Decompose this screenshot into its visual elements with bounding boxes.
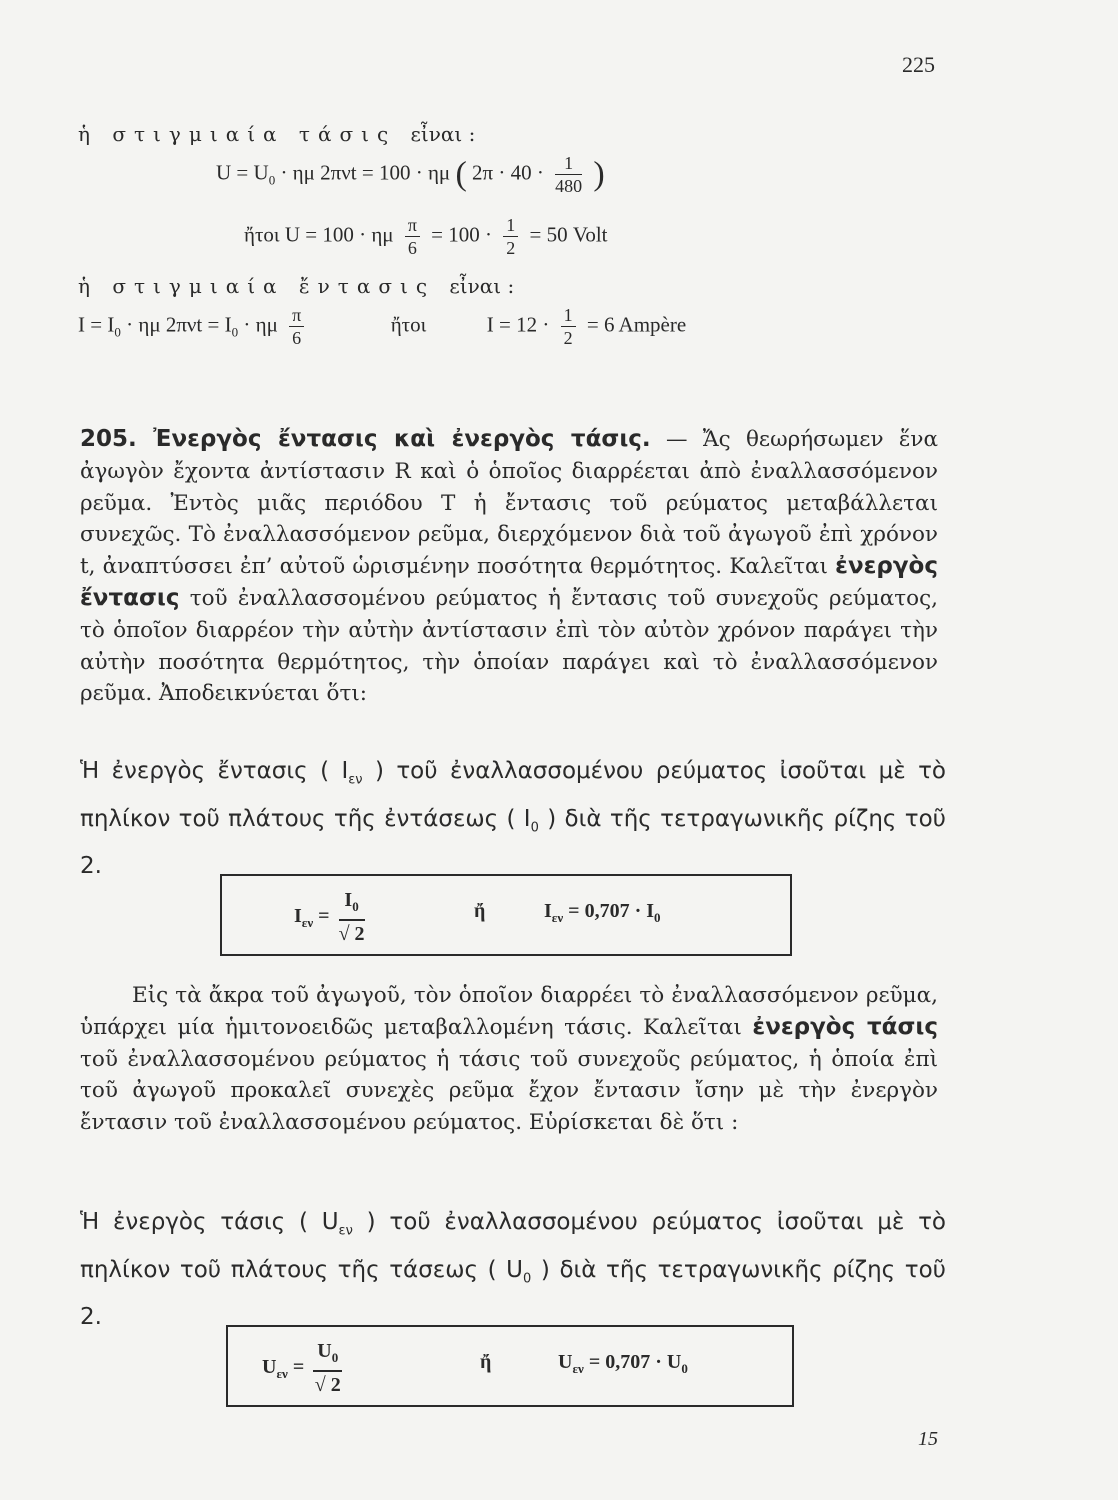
voltage-label: ἡ στιγμιαία τάσις εἶναι : (78, 122, 476, 146)
current-label: ἡ στιγμιαία ἔντασις εἶναι : (78, 274, 515, 298)
formula-box-current: $I_{\varepsilon\nu}$ = $\frac{I_0}{√ 2}$ ἤ $I_{\varepsilon\nu} = 0,707 \cdot I_0$ (220, 874, 792, 956)
term-effective-voltage: ἐνεργὸς τάσις (752, 1013, 938, 1040)
sheet-number: 15 (918, 1428, 938, 1450)
paragraph-effective-voltage: Εἰς τὰ ἄκρα τοῦ ἀγωγοῦ, τὸν ὁποῖον διαρρέει τὸ ἐναλλασσόμενον ρεῦμα, ὑπάρχει μία ἡμιτονοειδῶς μεταβαλλομένη τάσις. Καλεῖται ἐνεργὸς τάσις τοῦ ἐναλλασσομένου ρεύματος ἡ τάσις τοῦ συνεχοῦς ρεύματος, ἡ ὁποία ἐπὶ τοῦ ἀγωγοῦ προκαλεῖ συνεχὲς ρεῦμα ἔχον ἔντασιν ἴσην μὲ τὴν ἐνεργὸν ἔντασιν τοῦ ἐναλλασσομένου ρεύματος. Εὑρίσκεται δὲ ὅτι : (80, 983, 938, 1136)
equation-voltage: $U = U_0 \cdot \eta\mu$ 2πνt = 100 · ημ ( 2π · 40 · $\frac{1}{480}$ ) (216, 153, 605, 196)
equation-current: $I = I_0 \cdot \eta\mu$ $2\pi\nu t = I_0 \cdot \eta\mu$ $\frac{\pi}{6}$ ἤτοι I = 12 · $\frac{1}{2}$ = 6 Ampère (78, 305, 687, 348)
formula-box-voltage: $U_{\varepsilon\nu}$ = $\frac{U_0}{√ 2}$ ἤ $U_{\varepsilon\nu} = 0,707 \cdot U_0$ (226, 1325, 794, 1407)
term-effective-current: ἐνεργὸς ἔντασις (80, 553, 938, 611)
rule-effective-voltage: Ἡ ἐνεργὸς τάσις ( $U_{\varepsilon\nu}$ ) τοῦ ἐναλλασσομένου ρεύματος ἰσοῦται μὲ τὸ πηλίκον τοῦ πλάτους τῆς τάσεως ( $U_0$ ) διὰ τῆς τετραγωνικῆς ρίζης τοῦ 2. (80, 1209, 946, 1331)
equation-voltage-result: ἤτοι U = 100 · ημ $\frac{\pi}{6}$ = 100 · $\frac{1}{2}$ = 50 Volt (244, 215, 608, 258)
page-number: 225 (902, 52, 935, 77)
section-heading: 205. Ἐνεργὸς ἔντασις καὶ ἐνεργὸς τάσις. (80, 426, 651, 452)
section-205-intro: 205. Ἐνεργὸς ἔντασις καὶ ἐνεργὸς τάσις. — Ἄς θεωρήσωμεν ἕνα ἀγωγὸν ἔχοντα ἀντίστασιν R καὶ ὁ ὁποῖος διαρρέεται ἀπὸ ἐναλλασσόμενον ρεῦμα. Ἐντὸς μιᾶς περιόδου T ἡ ἔντασις τοῦ ρεύματος μεταβάλλεται συνεχῶς. Τὸ ἐναλλασσόμενον ρεῦμα, διερχόμενον διὰ τοῦ ἀγωγοῦ ἐπὶ χρόνον t, ἀναπτύσσει ἐπ’ αὐτοῦ ὡρισμένην ποσότητα θερμότητος. Καλεῖται ἐνεργὸς ἔντασις τοῦ ἐναλλασσομένου ρεύματος ἡ ἔντασις τοῦ συνεχοῦς ρεύματος, τὸ ὁποῖον διαρρέον τὴν αὐτὴν ἀντίστασιν ἐπὶ τὸν αὐτὸν χρόνον παράγει τὴν αὐτὴν ποσότητα θερμότητος, τὴν ὁποίαν παράγει καὶ τὸ ἐναλλασσόμενον ρεῦμα. Ἀποδεικνύεται ὅτι: (80, 426, 938, 707)
rule-effective-current: Ἡ ἐνεργὸς ἔντασις ( $I_{\varepsilon\nu}$ ) τοῦ ἐναλλασσομένου ρεύματος ἰσοῦται μὲ τὸ πηλίκον τοῦ πλάτους τῆς ἐντάσεως ( $I_0$ ) διὰ τῆς τετραγωνικῆς ρίζης τοῦ 2. (80, 758, 947, 880)
